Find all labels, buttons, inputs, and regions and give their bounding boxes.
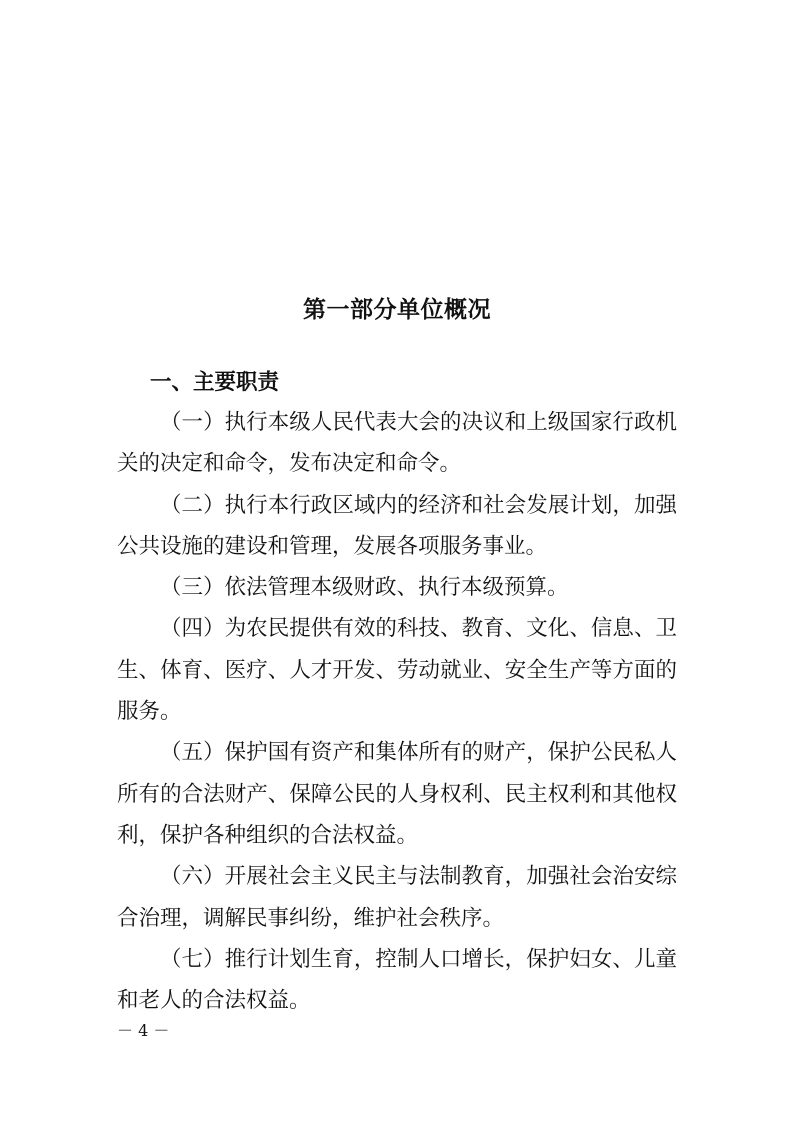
page-title: 第一部分单位概况 [303,297,491,323]
paragraph-line: 合治理，调解民事纠纷，维护社会秩序。 [117,905,505,931]
duty-paragraph-5 [117,732,677,856]
paragraph-line: （四）为农民提供有效的科技、教育、文化、信息、卫 [160,616,677,642]
paragraph-line: 和老人的合法权益。 [117,988,311,1014]
paragraph-line: （二）执行本行政区域内的经济和社会发展计划，加强 [160,492,677,518]
paragraph-line: （三）依法管理本级财政、执行本级预算。 [160,575,569,601]
paragraph-line: 公共设施的建设和管理，发展各项服务事业。 [117,533,548,559]
paragraph-line: 关的决定和命令，发布决定和命令。 [117,451,462,477]
paragraph-line: （一）执行本级人民代表大会的决议和上级国家行政机 [160,410,677,435]
duties-body [117,402,677,1021]
paragraph-line: （六）开展社会主义民主与法制教育，加强社会治安综 [160,864,677,890]
paragraph-line: 利，保护各种组织的合法权益。 [117,822,419,848]
duty-paragraph-4 [117,608,677,732]
paragraph-line: 生、体育、医疗、人才开发、劳动就业、安全生产等方面的 [117,657,677,683]
duty-paragraph-1 [117,402,677,485]
duty-paragraph-7 [117,939,677,1022]
paragraph-line: （七）推行计划生育，控制人口增长，保护妇女、儿童 [160,946,677,972]
duty-paragraph-6 [117,856,677,939]
duty-paragraph-3 [117,567,677,608]
paragraph-line: 服务。 [117,699,182,725]
paragraph-line: （五）保护国有资产和集体所有的财产，保护公民私人 [160,740,677,766]
page-number: － 4 － [117,1021,170,1040]
paragraph-line: 所有的合法财产、保障公民的人身权利、民主权利和其他权 [117,781,677,807]
duty-paragraph-2 [117,485,677,568]
section-heading: 一、主要职责 [150,370,280,395]
